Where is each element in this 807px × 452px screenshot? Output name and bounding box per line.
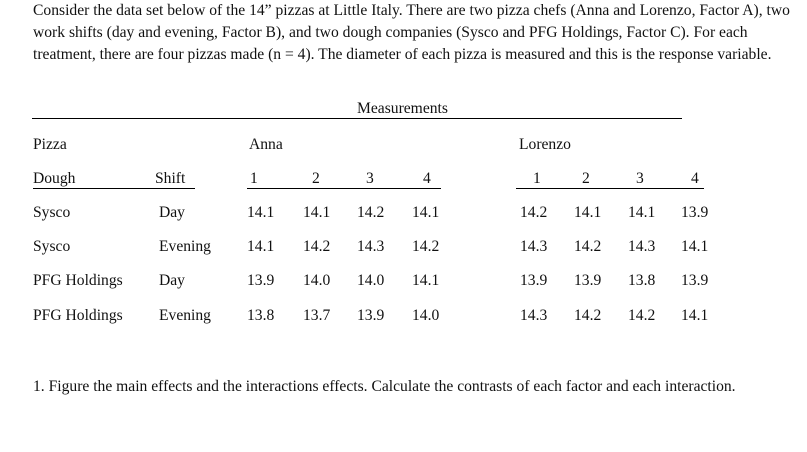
row-2-anna-1: 14.1 — [247, 238, 275, 255]
row-1-lorenzo-3: 14.1 — [628, 204, 656, 221]
row-4-anna-2: 13.7 — [303, 307, 331, 324]
measurements-label: Measurements — [357, 100, 448, 117]
row-4-anna-3: 13.9 — [357, 307, 385, 324]
anna-header-underline — [247, 188, 441, 189]
row-4-lorenzo-4: 14.1 — [681, 307, 709, 324]
row-2-anna-4: 14.2 — [412, 238, 440, 255]
lorenzo-rep-1-header: 1 — [533, 170, 541, 187]
row-2-anna-2: 14.2 — [303, 238, 331, 255]
row-2-lorenzo-1: 14.3 — [520, 238, 548, 255]
row-4-anna-1: 13.8 — [247, 307, 275, 324]
row-1-anna-1: 14.1 — [247, 204, 275, 221]
row-1-lorenzo-1: 14.2 — [520, 204, 548, 221]
row-3-anna-4: 14.1 — [412, 272, 440, 289]
shift-header: Shift — [155, 170, 186, 187]
anna-rep-3-header: 3 — [366, 170, 374, 187]
row-3-lorenzo-3: 13.8 — [628, 272, 656, 289]
row-1-anna-3: 14.2 — [357, 204, 385, 221]
row-3-dough: PFG Holdings — [33, 272, 123, 289]
row-3-lorenzo-4: 13.9 — [681, 272, 709, 289]
anna-rep-1-header: 1 — [250, 170, 258, 187]
row-3-anna-3: 14.0 — [357, 272, 385, 289]
row-1-anna-2: 14.1 — [303, 204, 331, 221]
problem-text: Consider the data set below of the 14” pizzas at Little Italy. There are two pizza chefs (Anna and Lorenzo, Factor A), two work shifts (day and evening, Factor B), and two dough companies (Sysco and PFG Holdings, Factor C). For each treatment, there are four pizzas made (n = 4). The diameter of each pizza is measured and this is the response variable. — [33, 2, 790, 63]
row-4-lorenzo-1: 14.3 — [520, 307, 548, 324]
row-3-lorenzo-2: 13.9 — [574, 272, 602, 289]
chef-lorenzo-label: Lorenzo — [519, 136, 571, 153]
dough-header: Dough — [33, 170, 76, 187]
row-3-lorenzo-1: 13.9 — [520, 272, 548, 289]
row-2-lorenzo-2: 14.2 — [574, 238, 602, 255]
lorenzo-rep-3-header: 3 — [636, 170, 644, 187]
row-3-anna-2: 14.0 — [303, 272, 331, 289]
shift-underline — [85, 188, 195, 189]
row-4-shift: Evening — [159, 307, 211, 324]
lorenzo-rep-4-header: 4 — [691, 170, 699, 187]
lorenzo-header-underline — [516, 188, 704, 189]
lorenzo-rep-2-header: 2 — [582, 170, 590, 187]
row-2-dough: Sysco — [33, 238, 71, 255]
anna-rep-4-header: 4 — [423, 170, 431, 187]
row-1-anna-4: 14.1 — [412, 204, 440, 221]
row-3-anna-1: 13.9 — [247, 272, 275, 289]
row-1-dough: Sysco — [33, 204, 71, 221]
question-text: 1. Figure the main effects and the interactions effects. Calculate the contrasts of each factor and each interaction. — [33, 378, 736, 395]
row-2-anna-3: 14.3 — [357, 238, 385, 255]
problem-statement — [33, 0, 803, 66]
pizza-label: Pizza — [33, 136, 67, 153]
row-1-shift: Day — [159, 204, 185, 221]
chef-anna-label: Anna — [249, 136, 283, 153]
dough-underline — [33, 188, 85, 189]
row-4-lorenzo-2: 14.2 — [574, 307, 602, 324]
row-4-lorenzo-3: 14.2 — [628, 307, 656, 324]
question-1 — [33, 375, 793, 399]
row-4-anna-4: 14.0 — [412, 307, 440, 324]
anna-rep-2-header: 2 — [312, 170, 320, 187]
row-2-shift: Evening — [159, 238, 211, 255]
row-1-lorenzo-2: 14.1 — [574, 204, 602, 221]
row-4-dough: PFG Holdings — [33, 307, 123, 324]
row-3-shift: Day — [159, 272, 185, 289]
row-1-lorenzo-4: 13.9 — [681, 204, 709, 221]
row-2-lorenzo-3: 14.3 — [628, 238, 656, 255]
measurements-rule — [32, 118, 682, 119]
row-2-lorenzo-4: 14.1 — [681, 238, 709, 255]
